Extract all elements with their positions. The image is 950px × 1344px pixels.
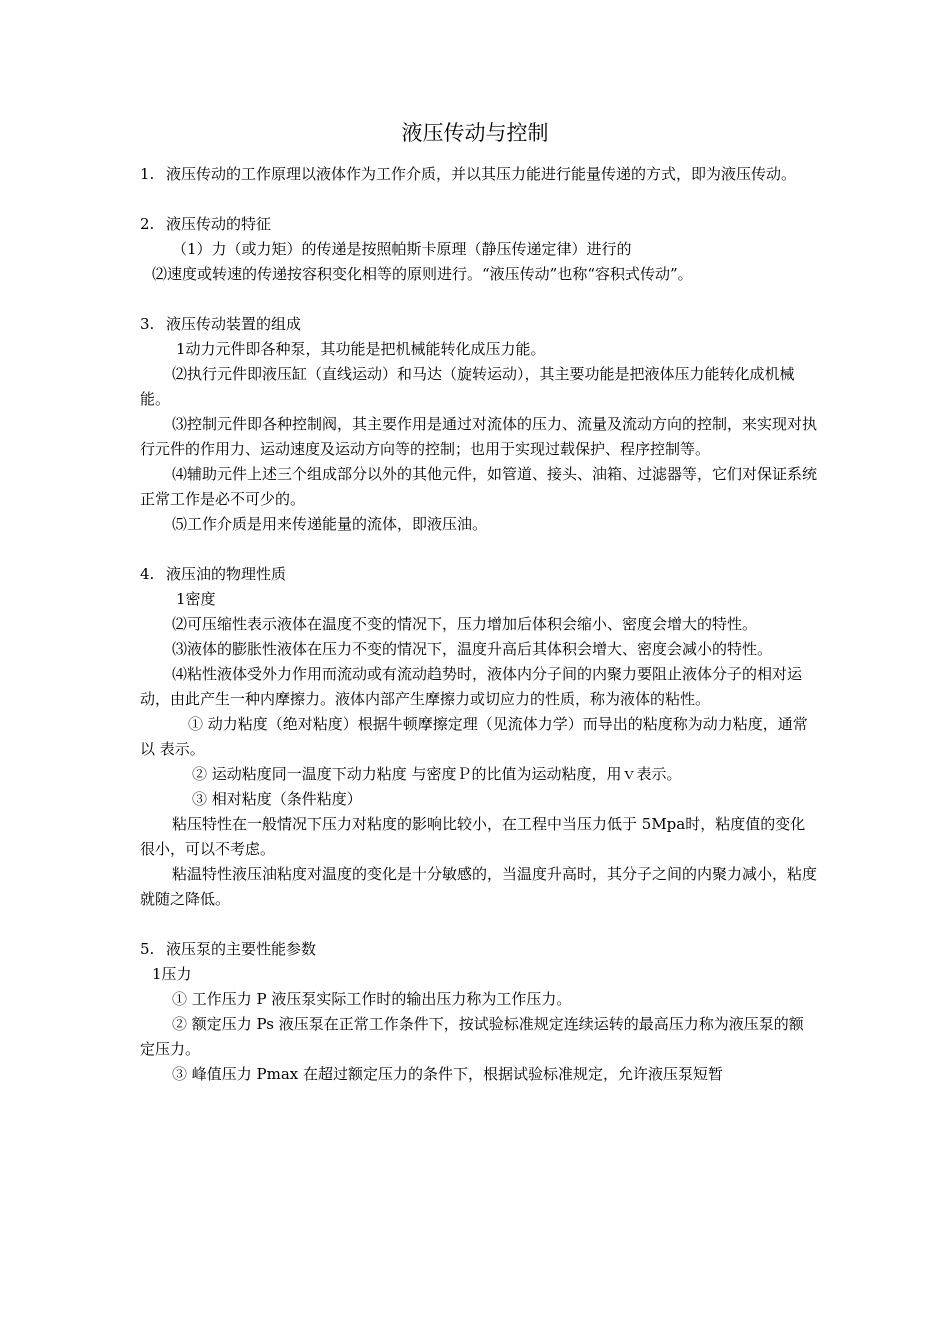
section-4-paragraph-3: ⑶液体的膨胀性液体在压力不变的情况下，温度升高后其体积会增大、密度会减小的特性。 [172, 640, 773, 658]
section-4-paragraph-4: ⑷粘性液体受外力作用而流动或有流动趋势时，液体内分子间的内聚力要阻止液体分子的相对运动，由此产生一种内摩擦力。液体内部产生摩擦力或切应力的性质，称为液体的粘性。 [140, 665, 803, 708]
section-3-paragraph-2: ⑵执行元件即液压缸（直线运动）和马达（旋转运动），其主要功能是把液体压力能转化成机械能。 [140, 365, 795, 408]
section-4-paragraph-5: ① 动力粘度（绝对粘度）根据牛顿摩擦定理（见流体力学）而导出的粘度称为动力粘度，通常以 ︎表示。 [140, 715, 808, 758]
document-title: 液压传动与控制 [401, 121, 549, 145]
section-5-paragraph-3: ② 额定压力 Ps 液压泵在正常工作条件下，按试验标准规定连续运转的最高压力称为液压泵的额定压力。 [140, 1015, 804, 1058]
section-3-heading [140, 312, 818, 337]
spacer [140, 187, 818, 212]
section-4-paragraph-2: ⑵可压缩性表示液体在温度不变的情况下，压力增加后体积会缩小、密度会增大的特性。 [172, 615, 758, 633]
section-4-paragraph-1: 1密度 [176, 590, 216, 608]
section-4-paragraph-7: ③ 相对粘度（条件粘度） [192, 790, 362, 808]
section-2-number: 2. [140, 215, 155, 233]
section-5-paragraph-2: ① 工作压力 P 液压泵实际工作时的输出压力称为工作压力。 [172, 990, 572, 1008]
section-3-paragraph-5: ⑸工作介质是用来传递能量的流体，即液压油。 [172, 515, 488, 533]
section-2-paragraph-2: ⑵速度或转速的传递按容积变化相等的原则进行。“液压传动”也称“容积式传动”。 [152, 265, 693, 283]
section-4-paragraph-6: ② 运动粘度同一温度下动力粘度 ︎与密度Ｐ的比值为运动粘度，用ｖ表示。 [192, 765, 682, 783]
section-3-paragraph-4: ⑷辅助元件上述三个组成部分以外的其他元件，如管道、接头、油箱、过滤器等，它们对保证系统正常工作是必不可少的。 [140, 465, 818, 508]
section-3-number: 3. [140, 315, 155, 333]
section-5-paragraph-4: ③ 峰值压力 Pmax 在超过额定压力的条件下，根据试验标准规定，允许液压泵短暂 [172, 1065, 724, 1083]
document-body [140, 162, 818, 1087]
section-4-paragraph-9: 粘温特性液压油粘度对温度的变化是十分敏感的，当温度升高时，其分子之间的内聚力减小，粘度就随之降低。 [140, 865, 818, 908]
section-1 [140, 162, 818, 187]
section-2-heading [140, 212, 818, 237]
section-5-title: 液压泵的主要性能参数 [166, 940, 317, 958]
section-5-paragraph-1: 1压力 [152, 965, 192, 983]
section-4-title: 液压油的物理性质 [166, 565, 287, 583]
section-4-heading [140, 562, 818, 587]
section-3-paragraph-3: ⑶控制元件即各种控制阀，其主要作用是通过对流体的压力、流量及流动方向的控制，来实现对执行元件的作用力、运动速度及运动方向等的控制；也用于实现过载保护、程序控制等。 [140, 415, 818, 458]
section-5-heading [140, 937, 818, 962]
section-3-paragraph-1: 1动力元件即各种泵，其功能是把机械能转化成压力能。 [176, 340, 546, 358]
section-2-paragraph-1: （1）力（或力矩）的传递是按照帕斯卡原理（静压传递定律）进行的 [172, 240, 632, 258]
spacer [140, 537, 818, 562]
section-5-number: 5. [140, 940, 155, 958]
spacer [140, 287, 818, 312]
section-3-title: 液压传动装置的组成 [166, 315, 302, 333]
section-4-number: 4. [140, 565, 155, 583]
section-1-number: 1. [140, 165, 155, 183]
section-2-title: 液压传动的特征 [166, 215, 272, 233]
section-4-paragraph-8: 粘压特性在一般情况下压力对粘度的影响比较小，在工程中当压力低于 5Mpa时，粘度值的变化很小，可以不考虑。 [140, 815, 806, 858]
section-1-text: 液压传动的工作原理以液体作为工作介质，并以其压力能进行能量传递的方式，即为液压传动。 [166, 165, 797, 183]
spacer [140, 912, 818, 937]
